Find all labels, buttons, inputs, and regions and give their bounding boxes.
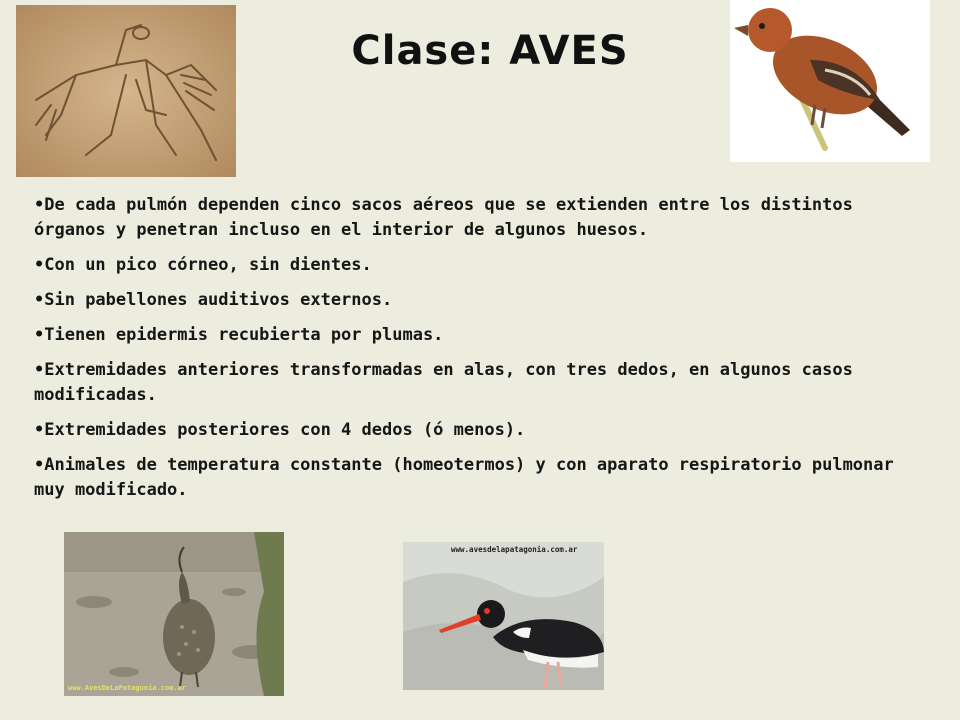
bullet-item — [34, 253, 914, 278]
bullet-dot: • — [34, 290, 45, 310]
bullet-text: De cada pulmón dependen cinco sacos aéreos que se extienden entre los distintos órganos y penetran incluso en el interior de algunos huesos. — [34, 195, 853, 240]
slide-title: Clase: AVES — [351, 28, 629, 74]
bullet-text: Tienen epidermis recubierta por plumas. — [44, 325, 444, 345]
bullet-item — [34, 288, 914, 313]
bullet-dot: • — [34, 325, 45, 345]
oystercatcher-watermark: www.avesdelapatagonia.com.ar — [451, 545, 578, 554]
fossil-image — [16, 5, 236, 177]
bullet-item — [34, 323, 914, 348]
bullet-text: Sin pabellones auditivos externos. — [44, 290, 393, 310]
bullet-dot: • — [34, 455, 45, 475]
bullet-dot: • — [34, 255, 45, 275]
bullet-text: Extremidades anteriores transformadas en alas, con tres dedos, en algunos casos modificadas. — [34, 360, 853, 405]
finch-illustration — [730, 0, 930, 162]
bullet-text: Con un pico córneo, sin dientes. — [44, 255, 372, 275]
bullet-text: Extremidades posteriores con 4 dedos (ó menos). — [44, 420, 526, 440]
bullet-item — [34, 453, 914, 503]
bullet-dot: • — [34, 360, 45, 380]
bullet-item — [34, 358, 914, 408]
bullet-dot: • — [34, 195, 45, 215]
tinamou-watermark: www.AvesDeLaPatagonia.com.ar — [68, 684, 187, 692]
bullet-item — [34, 418, 914, 443]
bullet-dot: • — [34, 420, 45, 440]
bullet-item — [34, 193, 914, 243]
bullet-list — [34, 193, 914, 513]
bullet-text: Animales de temperatura constante (homeotermos) y con aparato respiratorio pulmonar muy modificado. — [34, 455, 894, 500]
tinamou-photo — [64, 532, 284, 696]
oystercatcher-photo — [403, 542, 604, 690]
